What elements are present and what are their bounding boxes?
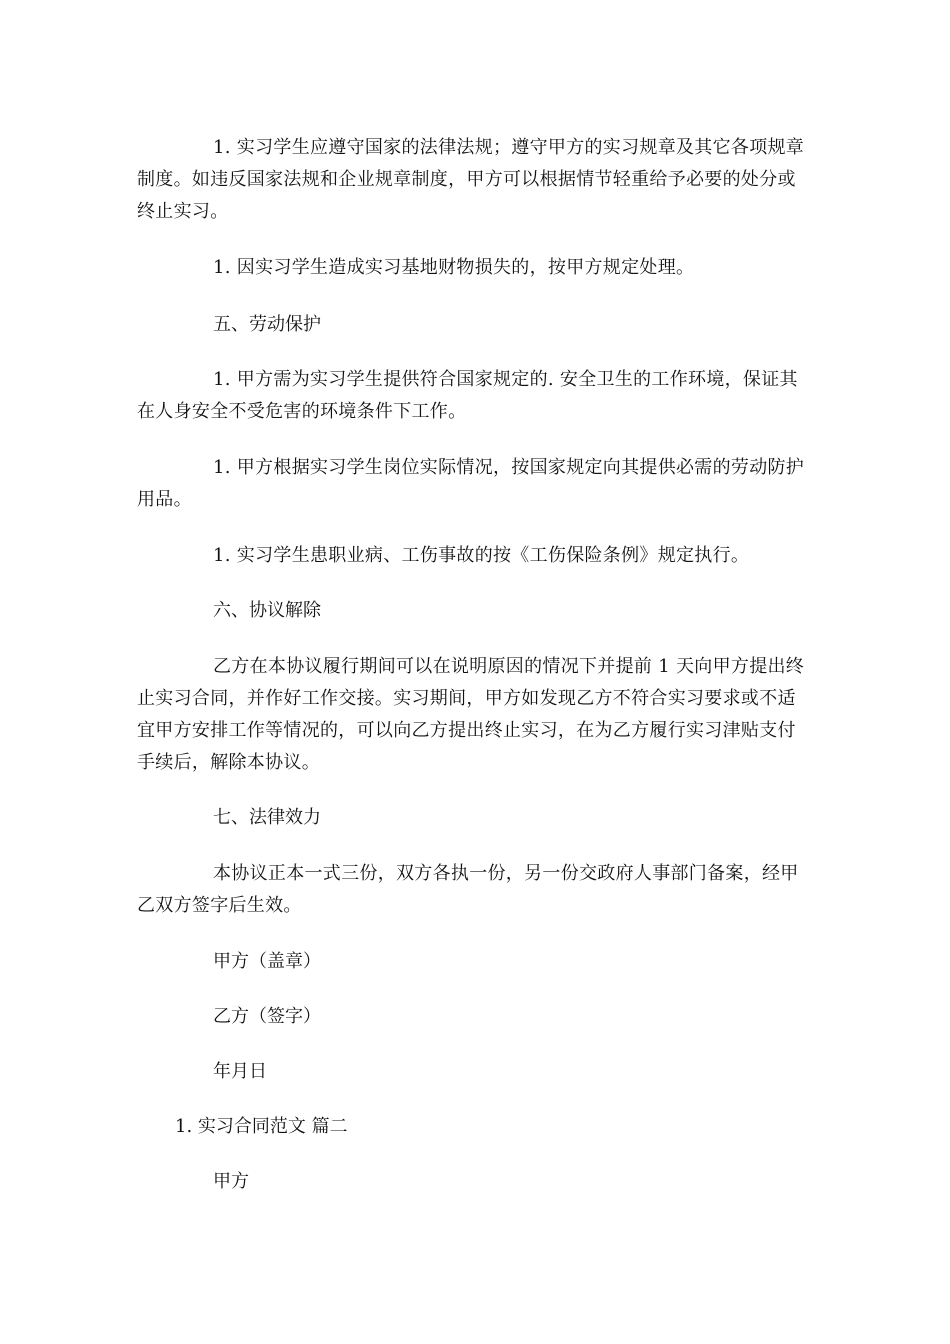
section2-party-a: 甲方 (213, 1171, 249, 1192)
clause-injury-insurance: 1. 实习学生患职业病、工伤事故的按《工伤保险条例》规定执行。 (213, 545, 750, 566)
clause-discipline: 1. 实习学生应遵守国家的法律法规；遵守甲方的实习规章及其它各项规章制度。如违反国家法规和企业规章制度，甲方可以根据情节轻重给予必要的处分或终止实习。 (137, 137, 805, 222)
section-heading-labor-protection: 五、劳动保护 (213, 314, 321, 335)
signature-party-b: 乙方（签字） (213, 1006, 321, 1027)
clause-protective-equipment: 1. 甲方根据实习学生岗位实际情况，按国家规定向其提供必需的劳动防护用品。 (137, 457, 805, 510)
clause-legal-effect: 本协议正本一式三份，双方各执一份，另一份交政府人事部门备案，经甲乙双方签字后生效。 (137, 863, 799, 916)
clause-safe-environment: 1. 甲方需为实习学生提供符合国家规定的. 安全卫生的工作环境，保证其在人身安全不受危害的环境条件下工作。 (137, 369, 798, 422)
clause-termination: 乙方在本协议履行期间可以在说明原因的情况下并提前 1 天向甲方提出终止实习合同，并作好工作交接。实习期间，甲方如发现乙方不符合实习要求或不适宜甲方安排工作等情况的，可以向乙方提出终止实习，在为乙方履行实习津贴支付手续后，解除本协议。 (137, 656, 805, 773)
section2-title: 1. 实习合同范文 篇二 (175, 1116, 348, 1137)
clause-property-loss: 1. 因实习学生造成实习基地财物损失的，按甲方规定处理。 (213, 257, 695, 278)
signature-date: 年月日 (213, 1061, 267, 1082)
section-heading-termination: 六、协议解除 (213, 600, 321, 621)
section-heading-legal-effect: 七、法律效力 (213, 807, 321, 828)
signature-party-a: 甲方（盖章） (213, 951, 321, 972)
